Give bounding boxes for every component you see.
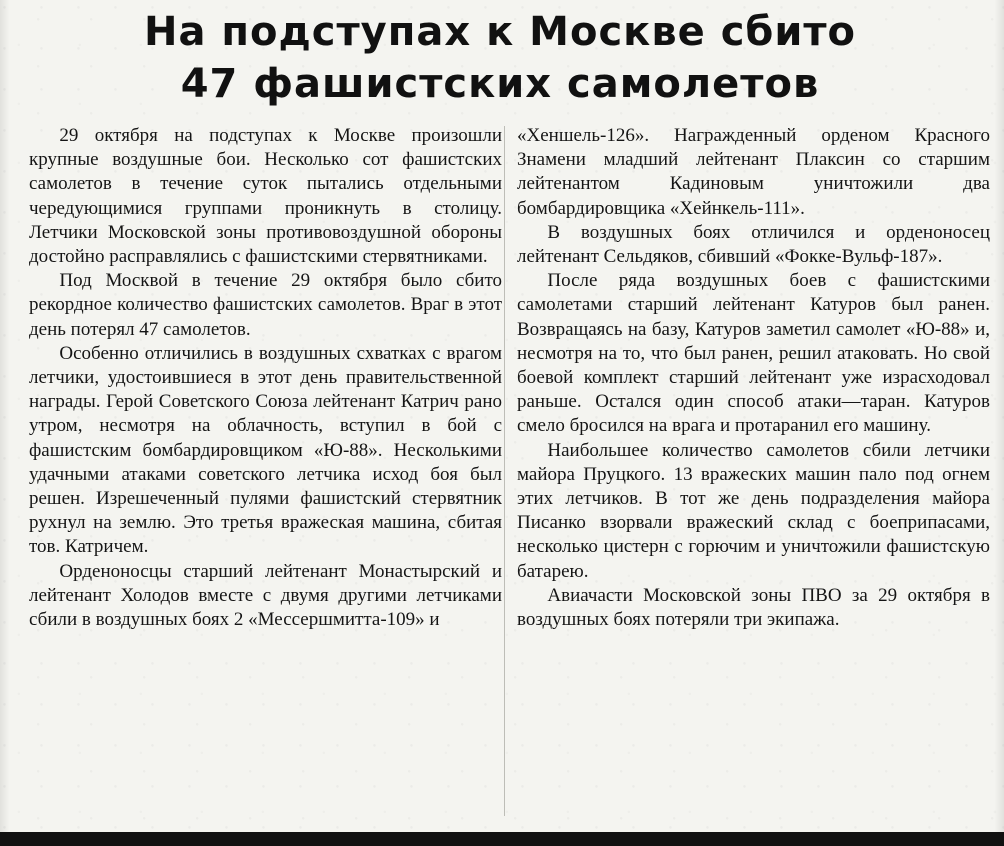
bottom-border [0,832,1004,846]
article-paragraph-5: «Хеншель-126». Награжденный орденом Красного Знамени младший лейтенант Плаксин со старшим лейтенантом Кадиновым уничтожили два бомбардировщика «Хейнкель-111». [517,125,990,219]
article-paragraph-8: Наибольшее количество самолетов сбили летчики майора Пруцкого. 13 вражеских машин пало под огнем этих летчиков. В тот же день подразделения майора Писанко взорвали вражеский склад с боеприпасами, несколько цистерн с горючим и уничтожили фашистскую батарею. [517,439,990,582]
article-paragraph-7: После ряда воздушных боев с фашистскими самолетами старший лейтенант Катуров был ранен. Возвращаясь на базу, Катуров заметил самолет «Ю-88» и, несмотря на то, что был ранен, решил атаковать. Но свой боевой комплект старший лейтенант уже израсходовал раньше. Остался один способ атаки—таран. Катуров смело бросился на врага и протаранил его машину. [517,270,990,437]
article-paragraph-2: Под Москвой в течение 29 октября было сбито рекордное количество фашистских самолетов. Враг в этот день потерял 47 самолетов. [29,270,502,340]
article-paragraph-3: Особенно отличились в воздушных схватках с врагом летчики, удостоившиеся в этот день правительственной награды. Герой Советского Союза лейтенант Катрич рано утром, несмотря на облачность, вступил в бой с фашистским бомбардировщиком «Ю-88». Несколькими удачными атаками советского летчика исход боя был решен. Изрешеченный пулями фашистский стервятник рухнул на землю. Это третья вражеская машина, сбитая тов. Катричем. [29,342,502,558]
headline-line-1: На подступах к Москве сбито [143,9,857,55]
scan-shadow-right [994,0,1004,846]
article-headline [140,6,860,110]
headline-line-2: 47 фашистских самолетов [180,61,820,107]
article-paragraph-6: В воздушных боях отличился и орденоносец лейтенант Сельдяков, сбивший «Фокке-Вульф-187». [517,221,990,268]
article-paragraph-1: 29 октября на подступах к Москве произошли крупные воздушные бои. Несколько сот фашистских самолетов в течение суток пытались отдельными чередующимися группами проникнуть в столицу. Летчики Московской зоны противовоздушной обороны достойно расправлялись с фашистскими стервятниками. [29,125,502,268]
article-paragraph-9: Авиачасти Московской зоны ПВО за 29 октября в воздушных боях потеряли три экипажа. [517,584,990,631]
article-paragraph-4: Орденоносцы старший лейтенант Монастырский и лейтенант Холодов вместе с двумя другими летчиками сбили в воздушных боях 2 «Мессершмитта-109» и [29,560,502,631]
article-left-column [29,124,502,632]
column-divider [504,126,505,816]
scan-shadow-left [0,0,10,846]
article-right-column [517,124,990,632]
